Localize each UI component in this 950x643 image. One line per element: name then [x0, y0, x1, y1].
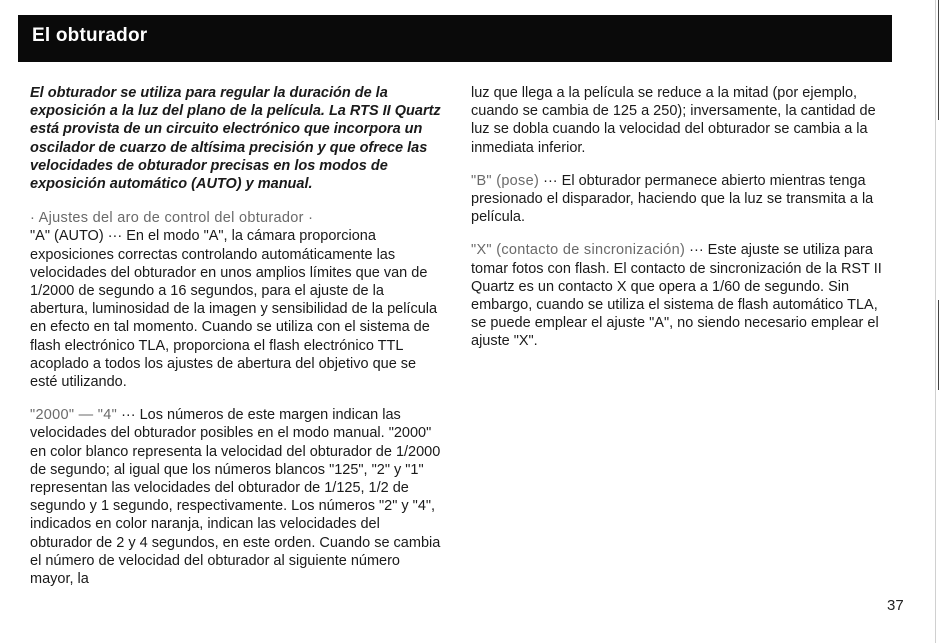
- page-edge-line: [935, 0, 936, 643]
- range-label: "2000" — "4": [30, 407, 118, 424]
- flash-sync-text: ··· Este ajuste se utiliza para tomar fotos con flash. El contacto de sincronización de la RST II Quartz es un contacto X que opera a 1/60 de segundo. Sin embargo, cuando se utiliza el sistema de flash automático TLA, se puede emplear el ajuste "A", no siendo necesario emplear el ajuste "X".: [471, 242, 882, 350]
- flash-sync-paragraph: [471, 241, 886, 350]
- page-edge-mark: [938, 300, 939, 390]
- page-title: El obturador: [32, 25, 148, 46]
- right-column: [471, 84, 886, 366]
- auto-label: "A" (AUTO): [30, 228, 104, 245]
- intro-paragraph: El obturador se utiliza para regular la duración de la exposición a la luz del plano de la película. La RTS II Quartz está provista de un circuito electrónico que incorpora un oscilador de cuarzo de altísima precisión y que ofrece las velocidades de obturador precisas en los modos de exposición automático (AUTO) y manual.: [30, 85, 441, 193]
- auto-text: ··· En el modo "A", la cámara proporciona exposiciones correctas controlando automáticamente las velocidades del obturador en unos amplios límites que van de 1/2000 de segundo a 16 segundos, para el ajuste de la abertura, luminosidad de la imagen y sensibilidad de la película en efecto en tal momento. Cuando se utiliza con el sistema de flash electrónico TLA, proporciona el flash electrónico TTL acoplado a todos los ajustes de abertura del objetivo que se esté utilizando.: [30, 228, 438, 391]
- auto-paragraph: [30, 209, 442, 391]
- page-number: 37: [887, 597, 904, 614]
- continuation-paragraph: luz que llega a la película se reduce a la mitad (por ejemplo, cuando se cambia de 125 a 250); inversamente, la cantidad de luz se dobla cuando la velocidad del obturador se cambia a la inmediata inferior.: [471, 85, 876, 156]
- bulb-paragraph: [471, 172, 886, 227]
- range-text: ··· Los números de este margen indican las velocidades del obturador posibles en el modo manual. "2000" en color blanco representa la velocidad del obturador de 1/2000 de segundo; al igual que los números blancos "125", "2" y "1" representan las velocidades del obturador de 1/125, 1/2 de segundo y 1 segundo, respectivamente. Los números "2" y "4", indicados en color naranja, indican las velocidades del obturador de 2 y 4 segundos, en este orden. Cuando se cambia el número de velocidad del obturador al siguiente número mayor, la: [30, 407, 441, 588]
- flash-sync-label: "X" (contacto de sincronización): [471, 242, 686, 259]
- range-paragraph: [30, 406, 442, 588]
- section-heading: · Ajustes del aro de control del obturador ·: [30, 210, 314, 227]
- bulb-text: ··· El obturador permanece abierto mientras tenga presionado el disparador, haciendo que la luz se transmita a la película.: [471, 172, 874, 226]
- header-bar: [18, 15, 892, 62]
- left-column: [30, 84, 442, 603]
- bulb-label: "B" (pose): [471, 172, 540, 189]
- page-edge-mark: [938, 0, 939, 120]
